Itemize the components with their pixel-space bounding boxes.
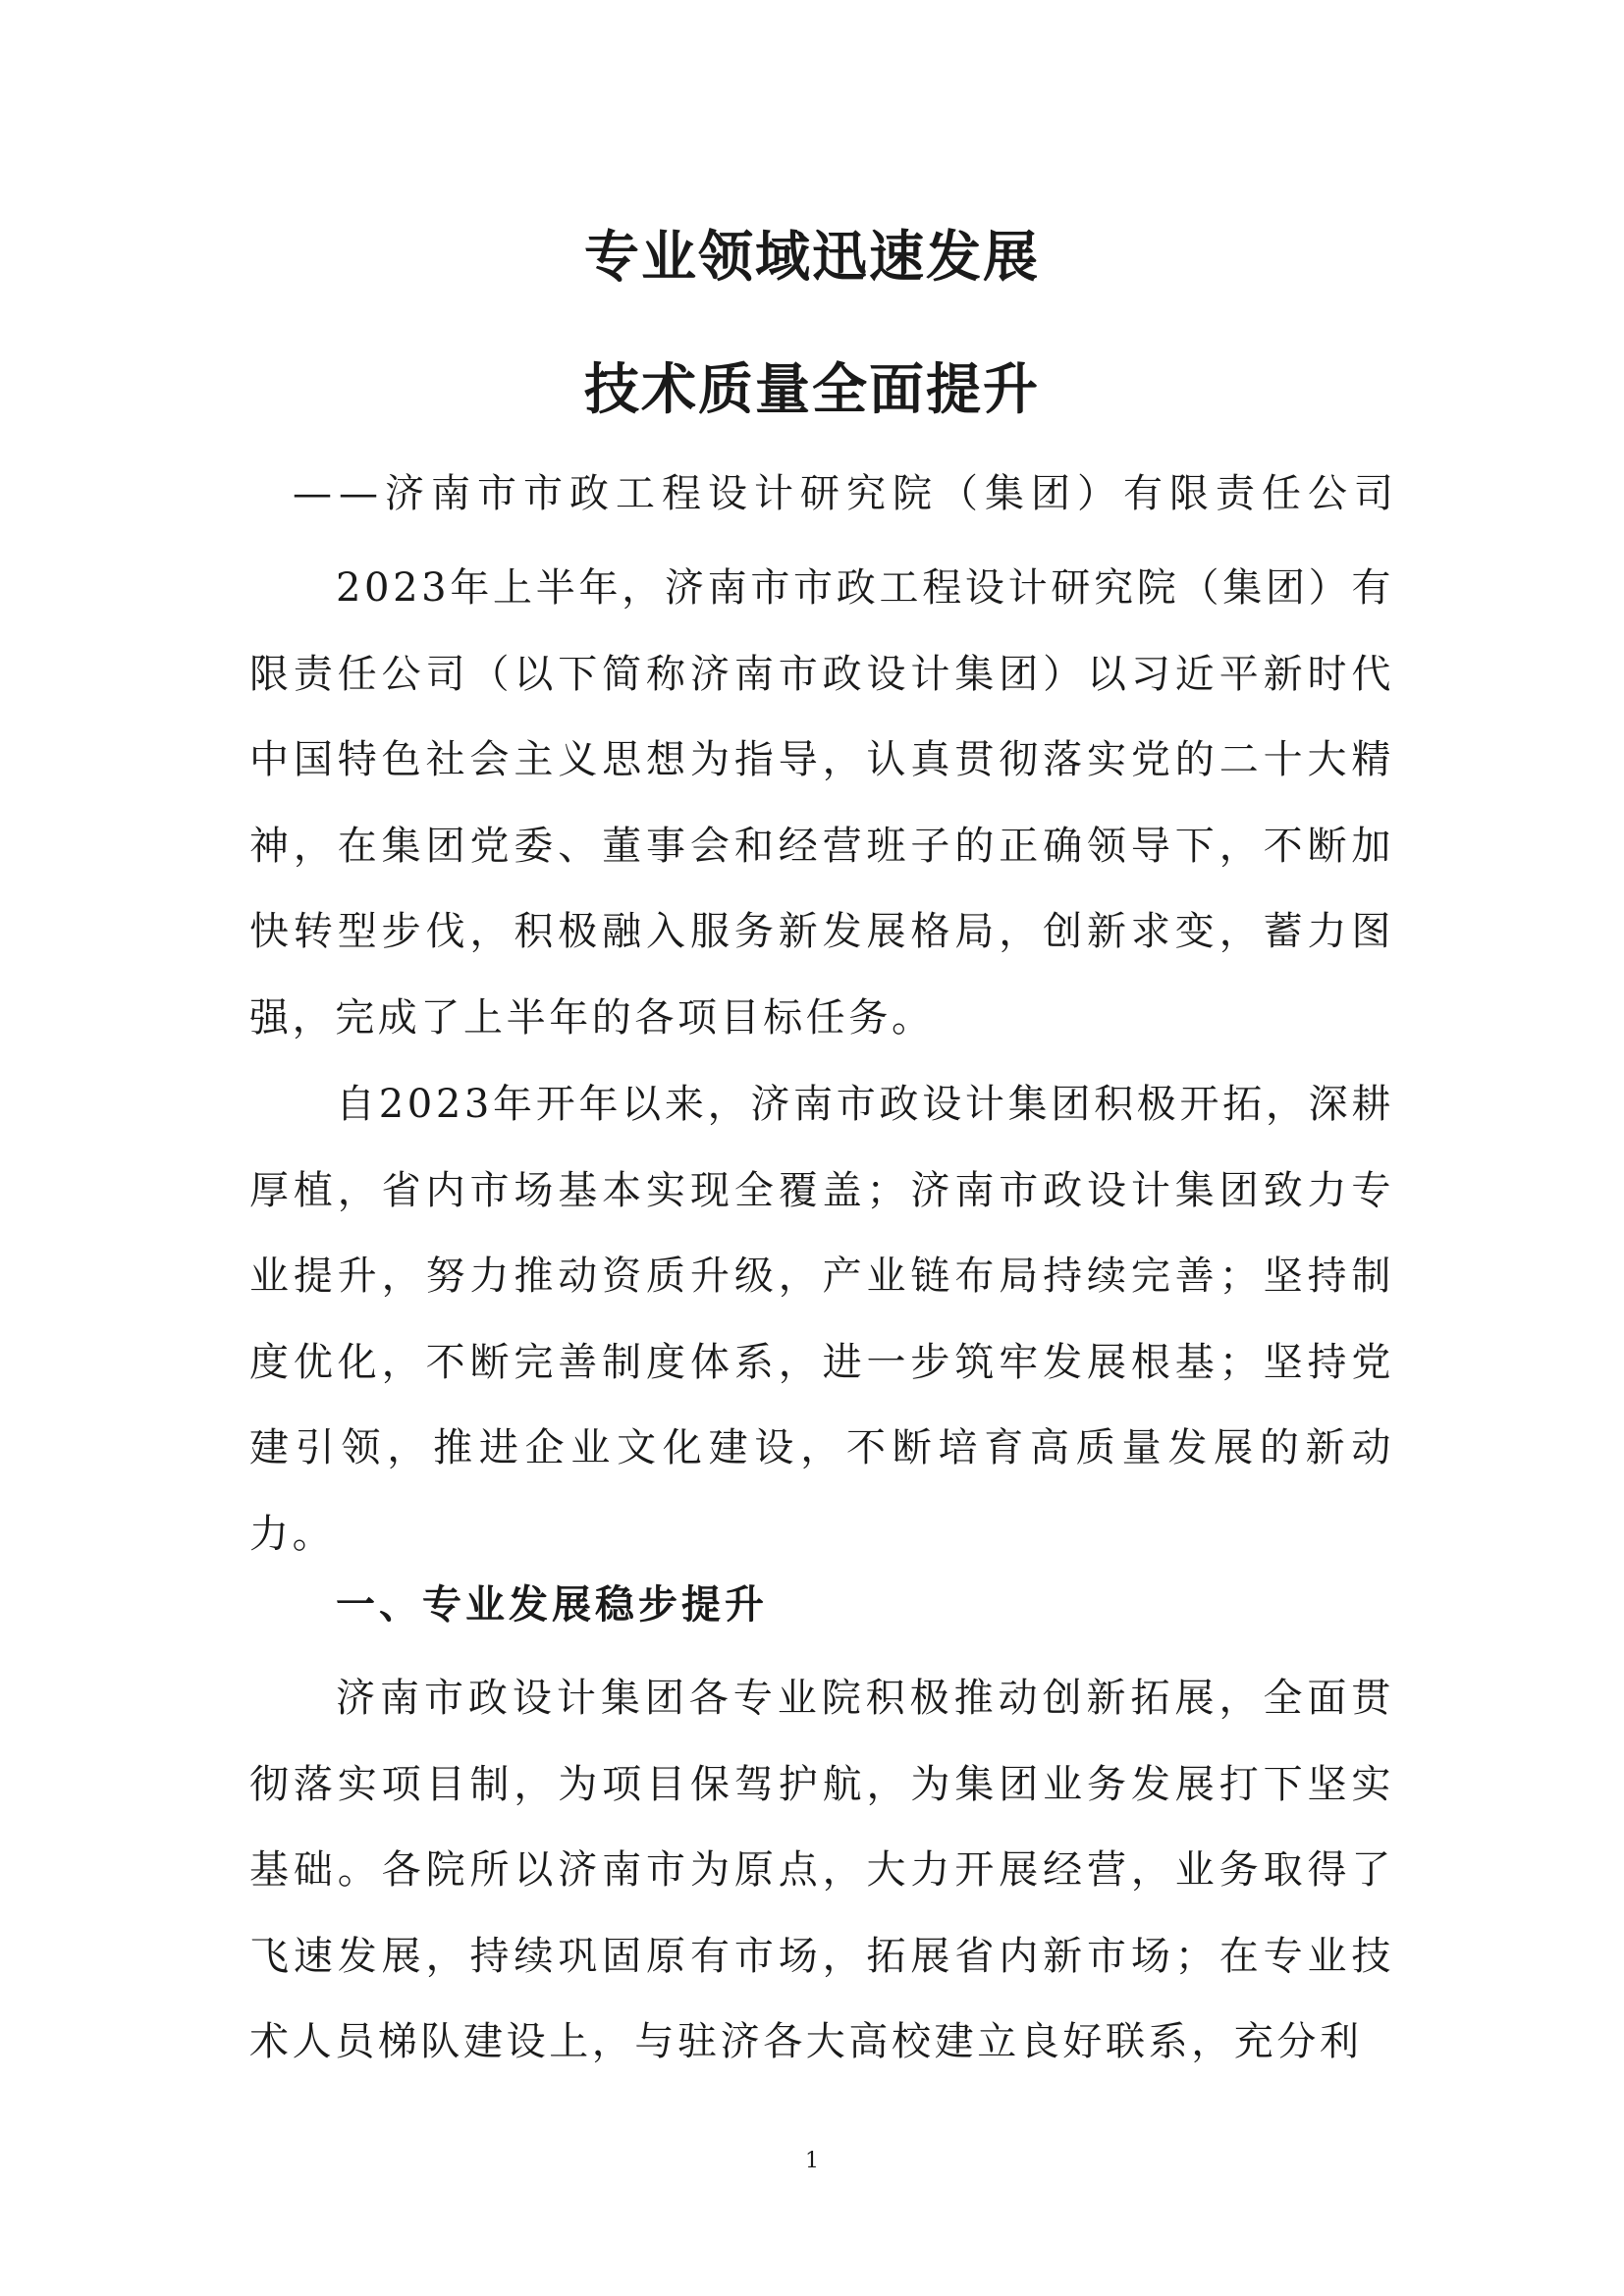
page-number: 1 — [805, 2149, 819, 2173]
document-title-line-1: 专业领域迅速发展 — [584, 226, 1040, 290]
document-subtitle: ——济南市市政工程设计研究院（集团）有限责任公司 — [293, 471, 1400, 516]
document-title-line-2: 技术质量全面提升 — [584, 358, 1040, 422]
paragraph-intro: 2023年上半年，济南市市政工程设计研究院（集团）有限责任公司（以下简称济南市政设计集团）以习近平新时代中国特色社会主义思想为指导，认真贯彻落实党的二十大精神，在集团党委、董事会和经营班子的正确领导下，不断加快转型步伐，积极融入服务新发展格局，创新求变，蓄力图强，完成了上半年的各项目标任务。 — [249, 565, 1394, 1041]
paragraph-overview: 自2023年开年以来，济南市政设计集团积极开拓，深耕厚植，省内市场基本实现全覆盖；济南市政设计集团致力专业提升，努力推动资质升级，产业链布局持续完善；坚持制度优化，不断完善制度体系，进一步筑牢发展根基；坚持党建引领，推进企业文化建设，不断培育高质量发展的新动力。 — [249, 1082, 1394, 1557]
section-paragraph: 济南市政设计集团各专业院积极推动创新拓展，全面贯彻落实项目制，为项目保驾护航，为集团业务发展打下坚实基础。各院所以济南市为原点，大力开展经营，业务取得了飞速发展，持续巩固原有市场，拓展省内新市场；在专业技术人员梯队建设上，与驻济各大高校建立良好联系，充分利 — [249, 1676, 1394, 2065]
section-heading: 一、专业发展稳步提升 — [336, 1582, 768, 1628]
